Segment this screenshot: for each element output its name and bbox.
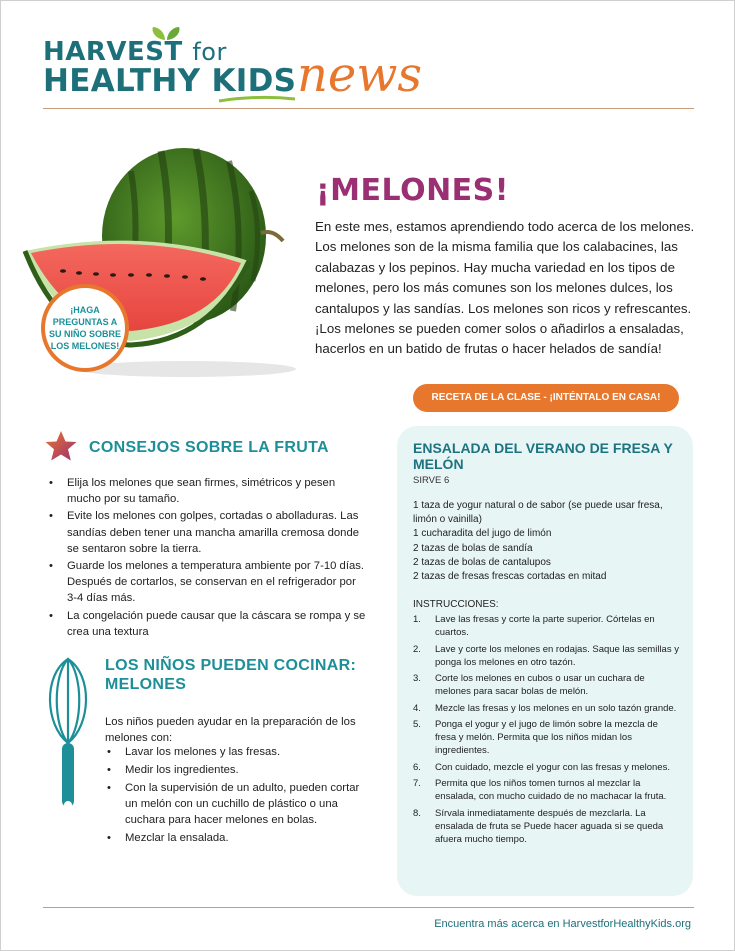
kids-cooking-intro: Los niños pueden ayudar en la preparación de los melones con:: [105, 716, 356, 744]
ask-child-badge: ¡HAGA PREGUNTAS A SU NIÑO SOBRE LOS MELONES!: [41, 284, 129, 372]
whisk-icon: [41, 655, 95, 815]
header-divider: [43, 108, 694, 109]
footer-link[interactable]: Encuentra más acerca en HarvestforHealthyKids.org: [434, 918, 691, 930]
instruction-step: 5. Ponga el yogur y el jugo de limón sobre la mezcla de fresa y melón. Permita que los niños midan los ingredientes.: [413, 719, 658, 756]
instruction-step: 4. Mezcle las fresas y los melones en un solo tazón grande.: [413, 702, 677, 714]
kids-task-item: • Medir los ingredientes.: [105, 762, 373, 778]
logo-harvest: HARVEST for: [43, 37, 227, 67]
logo-news: news: [297, 47, 423, 103]
kids-cooking-title: LOS NIÑOS PUEDEN COCINAR: MELONES: [105, 657, 357, 693]
kids-task-item: • Lavar los melones y las fresas.: [105, 744, 373, 760]
ingredient-item: 2 tazas de fresas frescas cortadas en mitad: [413, 571, 607, 583]
tip-item: • Guarde los melones a temperatura ambiente por 7-10 días. Después de cortarlos, se conservan en el refrigerador por 3-4 días más.: [49, 558, 369, 607]
kids-task-item: • Mezclar la ensalada.: [105, 830, 373, 846]
instruction-step: 6. Con cuidado, mezcle el yogur con las fresas y melones.: [413, 761, 670, 773]
leaf-icon: [149, 25, 183, 41]
tip-item: • La congelación puede causar que la cáscara se rompa y se crea una textura: [49, 608, 369, 640]
tips-list: [49, 475, 369, 641]
recipe-serves: SIRVE 6: [413, 475, 450, 486]
kids-task-item: • Con la supervisión de un adulto, pueden cortar un melón con un cuchillo de plástico o una cuchara para hacer melones en bolas.: [105, 780, 373, 828]
logo-underline-icon: [217, 95, 297, 103]
tips-title: CONSEJOS SOBRE LA FRUTA: [89, 439, 329, 456]
instruction-step: 2. Lave y corte los melones en rodajas. Saque las semillas y ponga los melones en otro tazón.: [413, 643, 679, 668]
kids-cooking-list: [105, 744, 373, 848]
ingredient-item: 2 tazas de bolas de cantalupos: [413, 556, 551, 568]
intro-paragraph: En este mes, estamos aprendiendo todo acerca de los melones. Los melones son de la misma familia que los calabacines, las calabazas y los pepinos. Hay mucha variedad en los tipos de melones, pero los más comunes son los melones dulces, los cantalupos y las sandías. Los melones son ricos y refrescantes. ¡Los melones se pueden comer solos o añadirlos a ensaladas, hacerlos en un batido de frutas o hacer helados de sandía!: [315, 219, 695, 357]
ingredient-item: 1 taza de yogur natural o de sabor (se puede usar fresa, limón o vainilla): [413, 500, 663, 526]
tip-item: • Elija los melones que sean firmes, simétricos y pesen mucho por su tamaño.: [49, 475, 369, 507]
tip-item: • Evite los melones con golpes, cortadas o abolladuras. Las sandías deben tener una mancha amarilla cremosa donde se sentaron sobre la tierra.: [49, 508, 369, 557]
page-title: ¡MELONES!: [316, 173, 509, 208]
star-icon: [45, 430, 77, 462]
instruction-step: 7. Permita que los niños tomen turnos al mezclar la ensalada, con mucho cuidado de no machacar la fruta.: [413, 778, 667, 802]
recipe-title: ENSALADA DEL VERANO DE FRESA Y MELÓN: [413, 440, 673, 472]
instruction-step: 1. Lave las fresas y corte la parte superior. Córtelas en cuartos.: [413, 614, 655, 638]
ingredient-item: 2 tazas de bolas de sandía: [413, 542, 533, 554]
footer-divider: [43, 907, 694, 908]
recipe-tab: RECETA DE LA CLASE - ¡INTÉNTALO EN CASA!: [413, 384, 679, 412]
instruction-step: 3. Corte los melones en cubos o usar un cuchara de melones para sacar bolas de melón.: [413, 673, 645, 697]
logo-healthy-kids: HEALTHY KIDS: [43, 63, 297, 99]
recipe-ingredients: [413, 499, 683, 584]
instructions-label: INSTRUCCIONES:: [413, 599, 499, 610]
instruction-step: 8. Sírvala inmediatamente después de mezclarla. La ensalada de fruta se Puede hacer aguada si se queda afuera mucho tiempo.: [413, 807, 664, 845]
ingredient-item: 1 cucharadita del jugo de limón: [413, 528, 552, 540]
instructions-list: [413, 613, 681, 849]
